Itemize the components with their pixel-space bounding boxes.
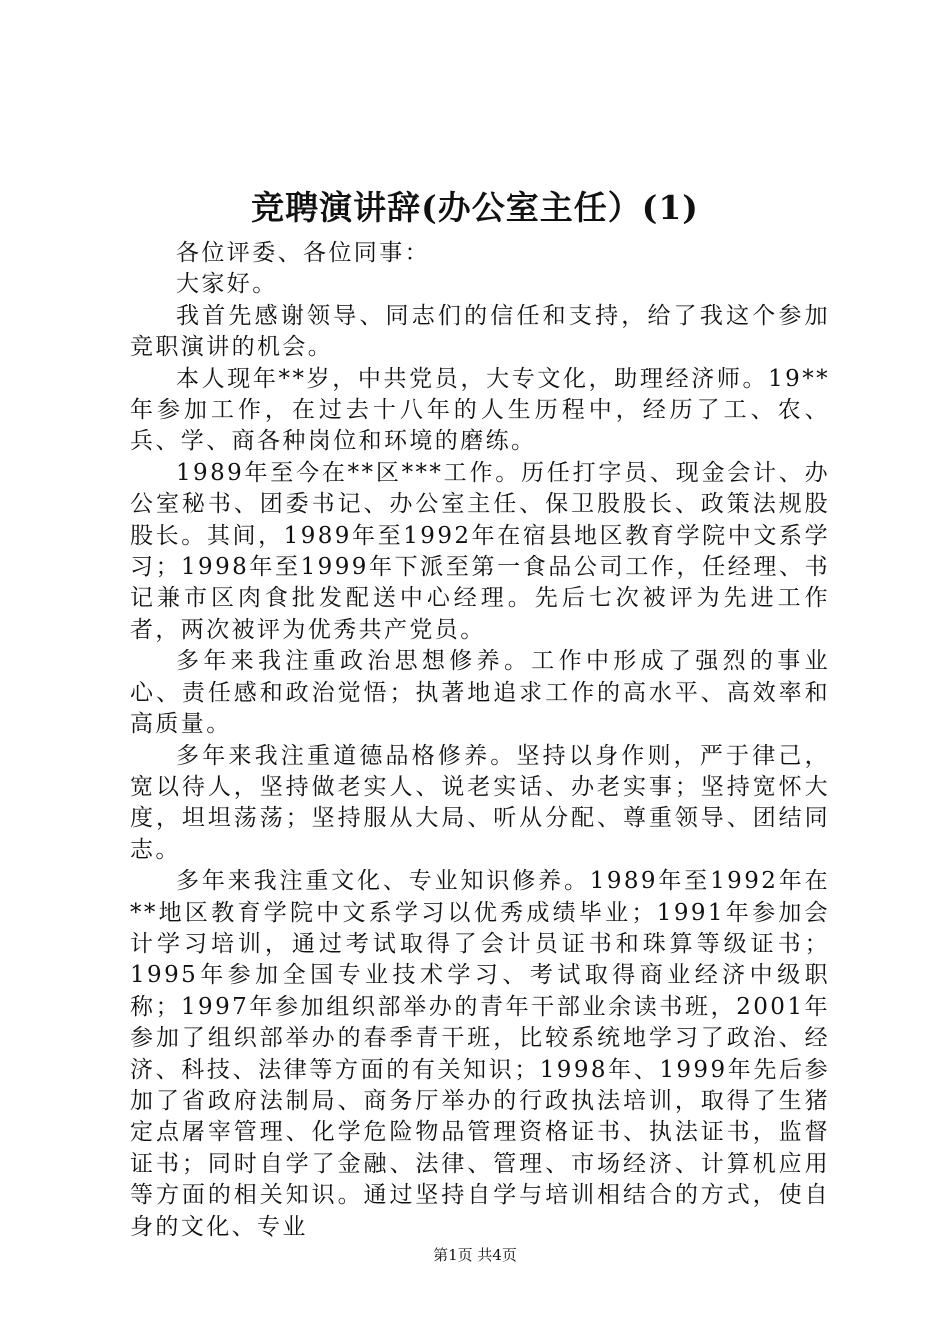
paragraph-professional-knowledge: 多年来我注重文化、专业知识修养。1989年至1992年在**地区教育学院中文系学习以优秀成绩毕业；1991年参加会计学习培训，通过考试取得了会计员证书和珠算等级证书；1995年参加全国专业技术学习、考试取得商业经济中级职称；1997年参加组织部举办的青年干部业余读书班，2001年参加了组织部举办的春季青干班，比较系统地学习了政治、经济、科技、法律等方面的有关知识；1998年、1999年先后参加了省政府法制局、商务厅举办的行政执法培训，取得了生猪定点屠宰管理、化学危险物品管理资格证书、执法证书，监督证书；同时自学了金融、法律、管理、市场经济、计算机应用等方面的相关知识。通过坚持自学与培训相结合的方式，使自身的文化、专业 (130, 868, 830, 1240)
paragraph-work-history: 1989年至今在**区***工作。历任打字员、现金会计、办公室秘书、团委书记、办公室主任、保卫股股长、政策法规股股长。其间，1989年至1992年在宿县地区教育学院中文系学习；1998年至1999年下派至第一食品公司工作，任经理、书记兼市区肉食批发配送中心经理。先后七次被评为先进工作者，两次被评为优秀共产党员。 (130, 459, 830, 643)
paragraph-thanks: 我首先感谢领导、同志们的信任和支持，给了我这个参加竞职演讲的机会。 (130, 302, 830, 361)
document-body (130, 238, 830, 1243)
page-footer (0, 1245, 950, 1265)
paragraph-salutation: 各位评委、各位同事： (176, 240, 430, 266)
document-title: 竞聘演讲辞(办公室主任）(1) (251, 188, 699, 227)
paragraph-introduction: 本人现年**岁，中共党员，大专文化，助理经济师。19**年参加工作，在过去十八年的人生历程中，经历了工、农、兵、学、商各种岗位和环境的磨练。 (130, 365, 830, 455)
paragraph-moral-cultivation: 多年来我注重道德品格修养。坚持以身作则，严于律己，宽以待人，坚持做老实人、说老实话、办老实事；坚持宽怀大度，坦坦荡荡；坚持服从大局、听从分配、尊重领导、团结同志。 (130, 742, 830, 863)
paragraph-political-cultivation: 多年来我注重政治思想修养。工作中形成了强烈的事业心、责任感和政治觉悟；执著地追求工作的高水平、高效率和高质量。 (130, 648, 830, 738)
paragraph-greeting: 大家好。 (176, 271, 278, 298)
page-number: 第1页 共4页 (433, 1246, 517, 1264)
